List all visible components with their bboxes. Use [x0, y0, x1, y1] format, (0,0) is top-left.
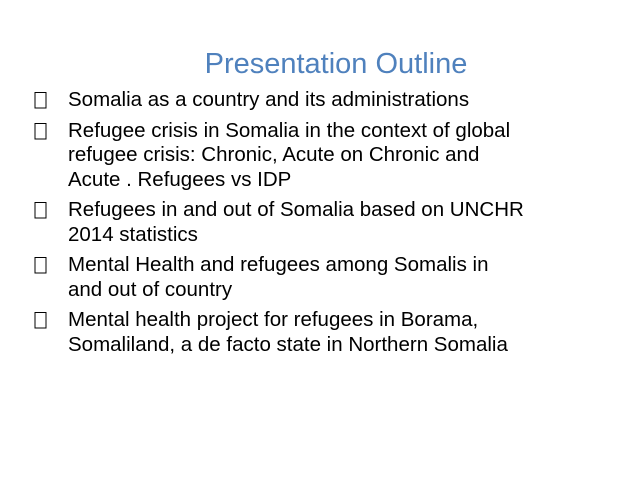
bullet-line: Mental health project for refugees in Borama, [68, 308, 479, 331]
bullet-line: Acute . Refugees vs IDP [68, 167, 292, 191]
missing-glyph-box-icon [34, 257, 48, 273]
bullet-line: and out of country [68, 277, 233, 301]
bullet-item [34, 253, 624, 302]
bullet-line: Somalia as a country and its administrations [68, 88, 470, 111]
bullet-item [34, 88, 624, 113]
missing-glyph-box-icon [34, 202, 48, 218]
bullet-line: Somaliland, a de facto state in Northern Somalia [68, 332, 508, 356]
bullet-item [34, 198, 624, 247]
bullet-list [34, 88, 624, 363]
bullet-line: 2014 statistics [68, 222, 198, 246]
missing-glyph-box-icon [34, 312, 48, 328]
bullet-line: refugee crisis: Chronic, Acute on Chronic and [68, 143, 480, 166]
slide-title: Presentation Outline [204, 48, 468, 80]
bullet-line: Refugees in and out of Somalia based on UNCHR [68, 198, 524, 221]
bullet-item [34, 308, 624, 357]
bullet-line: Refugee crisis in Somalia in the context of global [68, 118, 511, 142]
missing-glyph-box-icon [34, 92, 48, 108]
missing-glyph-box-icon [34, 123, 48, 139]
bullet-line: Mental Health and refugees among Somalis in [68, 253, 489, 276]
bullet-item [34, 119, 624, 193]
